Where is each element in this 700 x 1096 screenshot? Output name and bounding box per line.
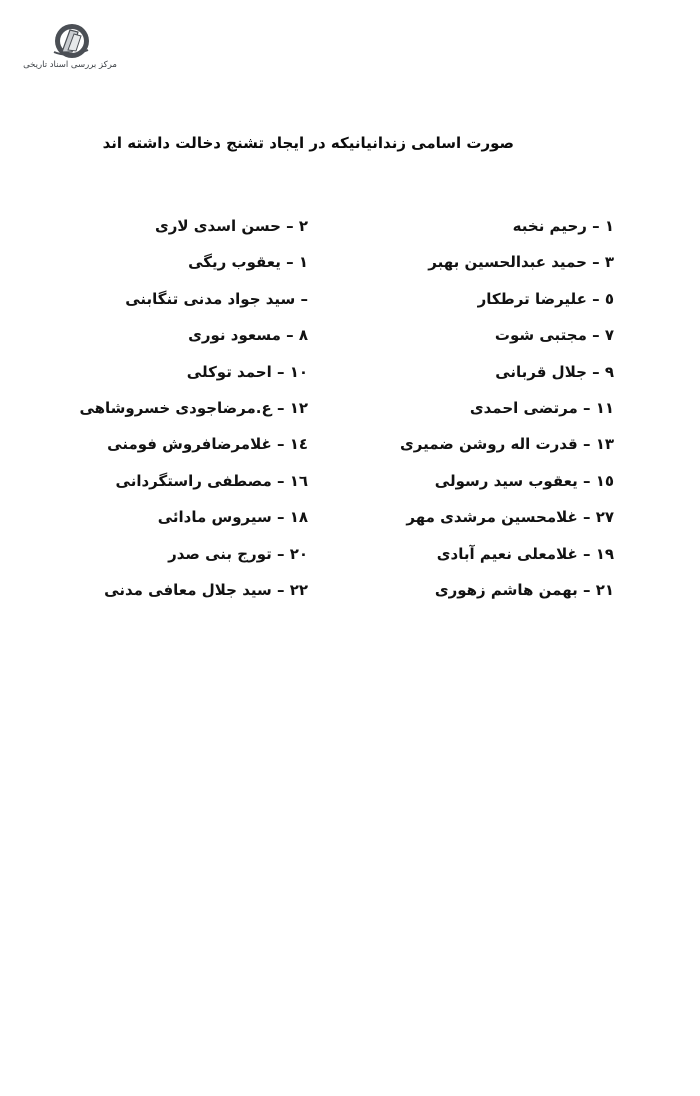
list-item: ١ – رحیم نخبه [512,217,614,235]
list-item: ٨ – مسعود نوری [188,326,308,345]
list-item: ٢ – حسن اسدی لاری [155,217,308,235]
list-item: ١ – یعقوب ریگی [188,253,308,272]
list-item: ١٣ – قدرت اله روشن ضمیری [400,435,614,454]
archive-watermark [18,22,122,72]
list-item: ١٢ – ع.مرضاجودی خسروشاهی [79,398,308,417]
list-item: ١٥ – یعقوب سید رسولی [434,471,614,490]
list-item: – سید جواد مدنی تنگابنی [125,289,308,308]
list-item: ٣ – حمید عبدالحسین بهبر [428,253,614,272]
list-item: ١٠ – احمد توکلی [186,362,308,381]
list-item: ٢٢ – سید جلال معافی مدنی [104,580,308,599]
list-item: ١٩ – غلامعلی نعیم آبادی [436,544,614,563]
list-item: ٢١ – بهمن هاشم زهوری [434,580,614,599]
list-item: ١٨ – سیروس مادائی [157,508,308,527]
watermark-text: مرکز بررسی اسناد تاریخی [23,60,117,70]
list-item: ١٤ – غلامرضافروش فومنی [107,435,308,454]
document-title: صورت اسامی زندانیانیکه در ایجاد تشنج دخالت داشته اند [102,134,514,152]
archive-emblem-icon [48,22,92,60]
names-list-left [38,208,308,608]
list-item: ١٦ – مصطفی راستگردانی [115,471,308,490]
list-item: ٢٧ – غلامحسین مرشدی مهر [406,508,614,527]
list-item: ٢٠ – تورج بنی صدر [168,544,308,563]
list-item: ١١ – مرتضی احمدی [469,398,614,417]
list-item: ٧ – مجتبی شوت [494,326,614,345]
list-item: ٩ – جلال قربانی [495,362,614,381]
list-item: ٥ – علیرضا ترطکار [477,289,614,308]
names-list-right [344,208,614,608]
